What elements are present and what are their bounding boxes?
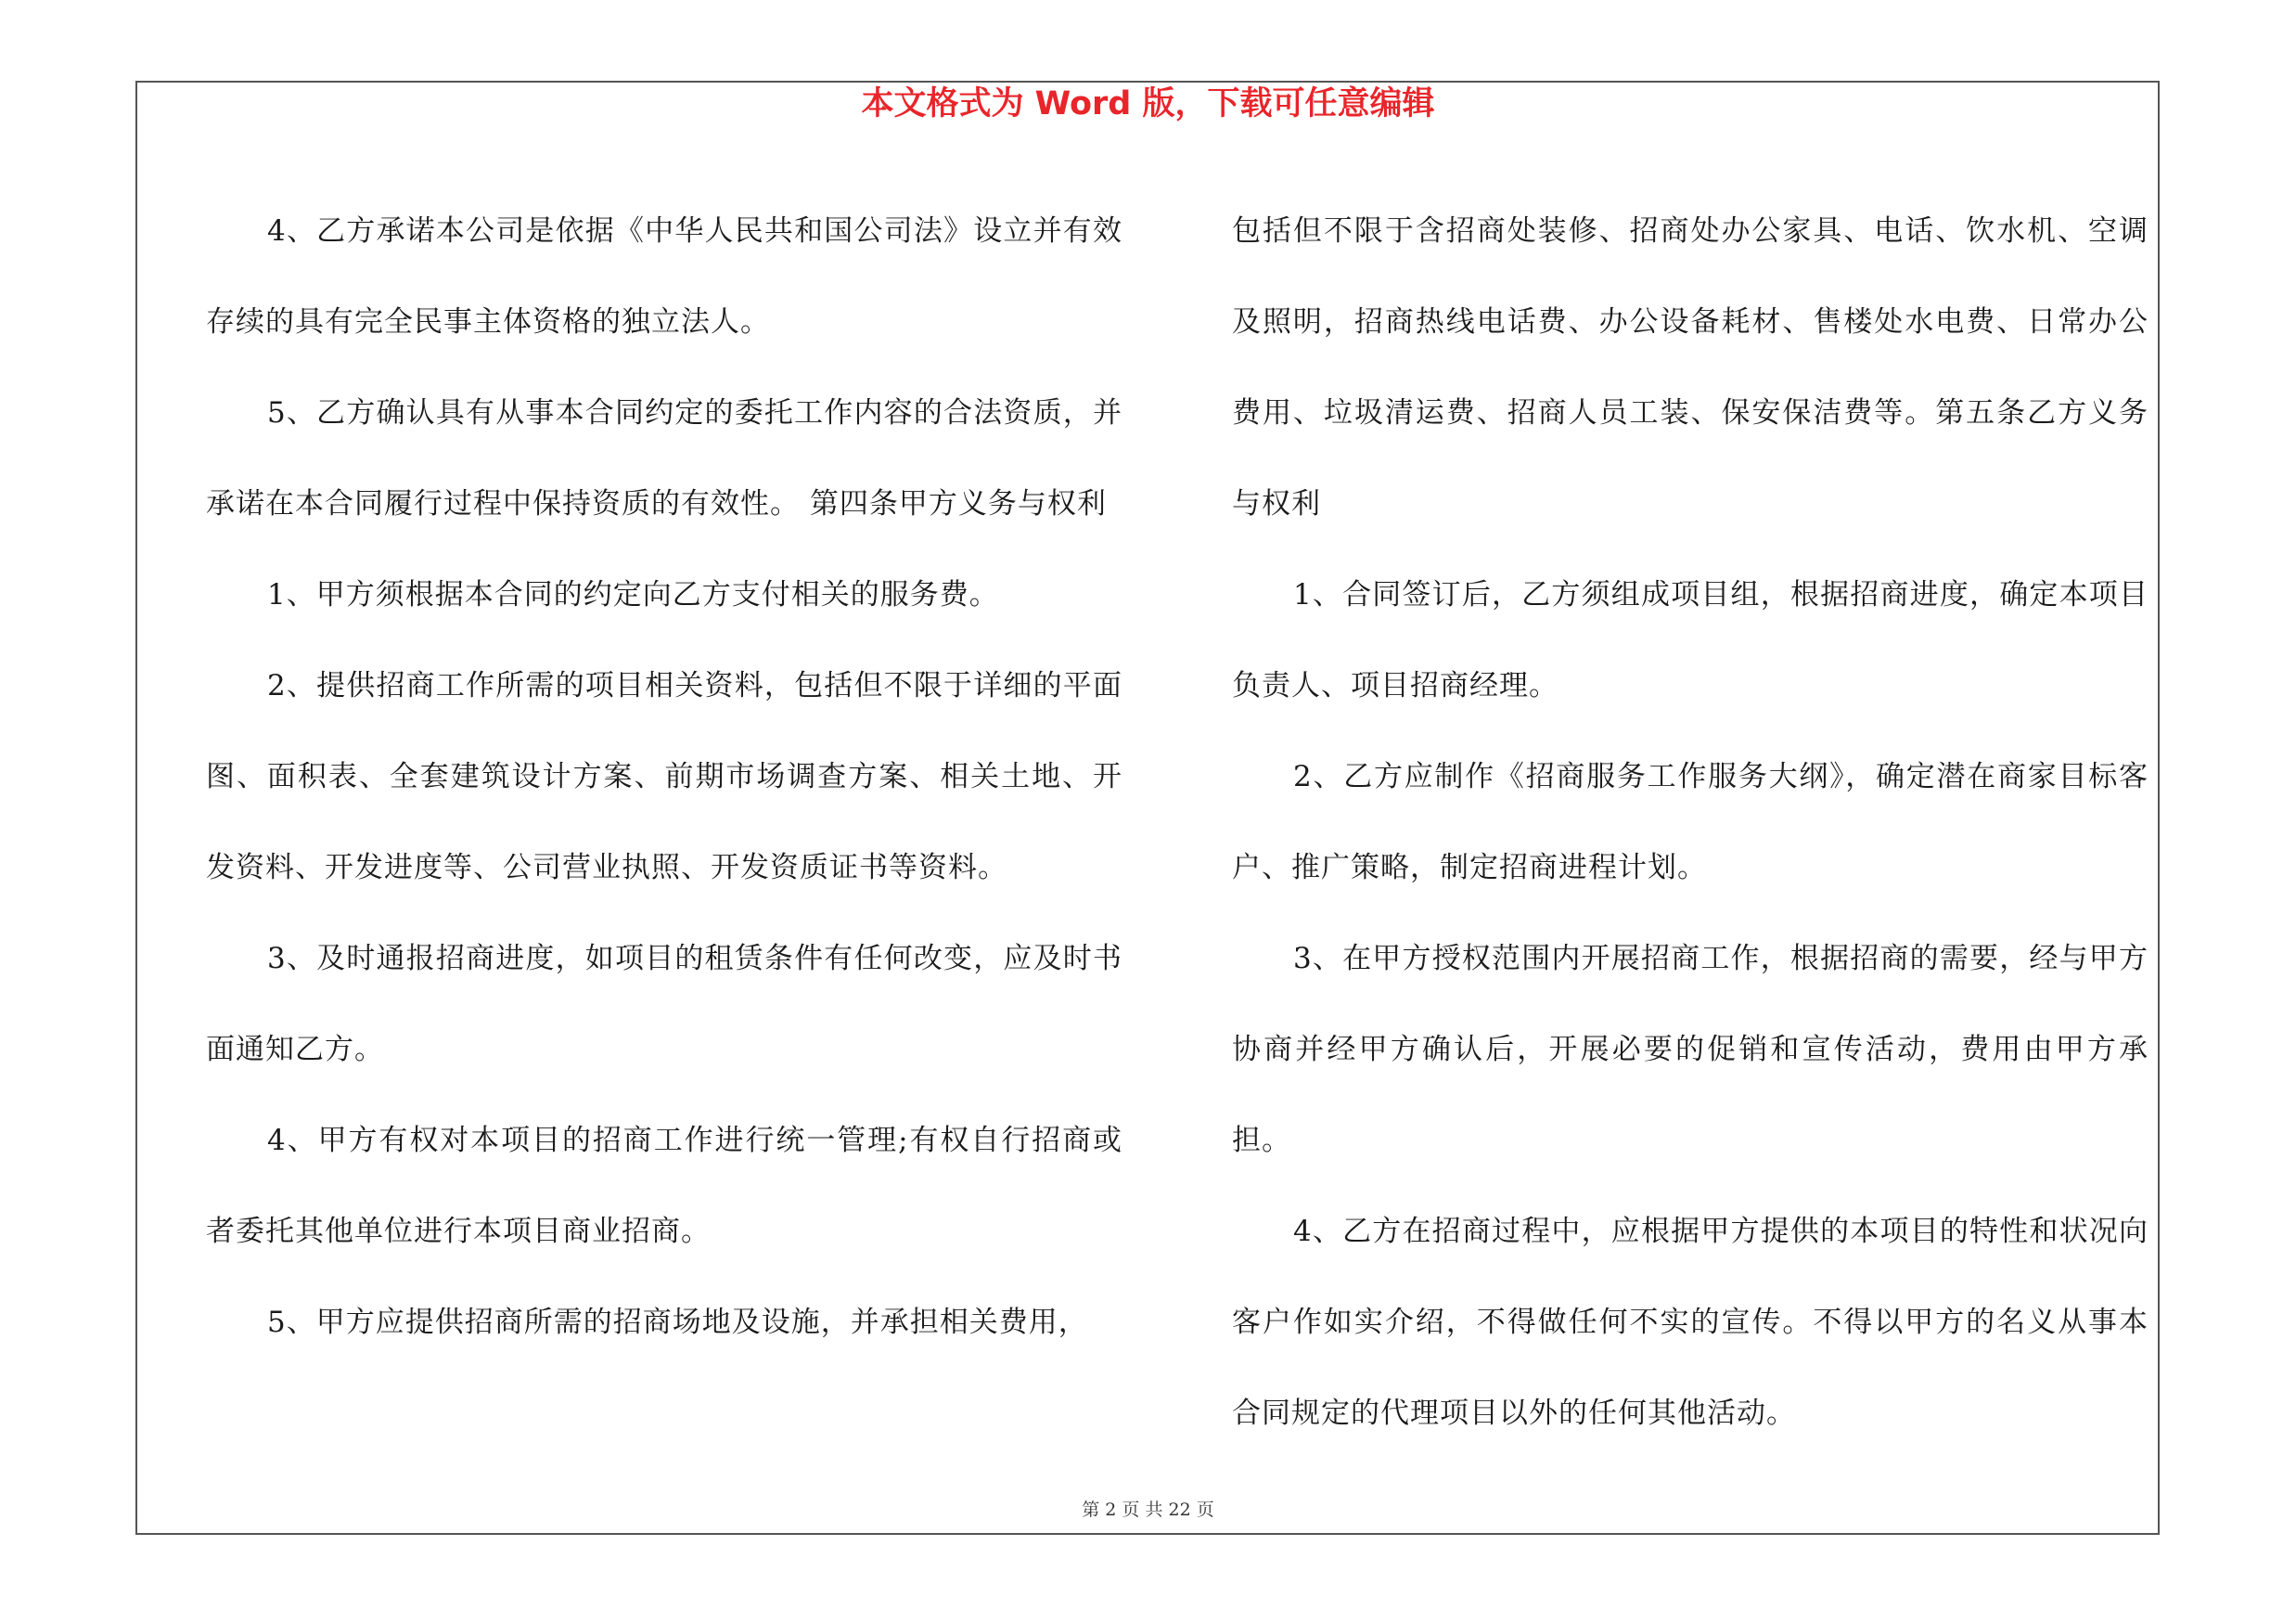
left-column bbox=[206, 186, 1122, 1368]
paragraph: 3、及时通报招商进度，如项目的租赁条件有任何改变，应及时书面通知乙方。 bbox=[206, 942, 1122, 1066]
paragraph-continued: 包括但不限于含招商处装修、招商处办公家具、电话、饮水机、空调及照明，招商热线电话费、办公设备耗材、售楼处水电费、日常办公费用、垃圾清运费、招商人员工装、保安保洁费等。第五条乙方义务与权利 bbox=[1232, 214, 2148, 521]
paragraph: 1、甲方须根据本合同的约定向乙方支付相关的服务费。 bbox=[267, 578, 999, 612]
word-format-banner: 本文格式为 Word 版，下载可任意编辑 bbox=[861, 85, 1435, 122]
paragraph: 4、乙方在招商过程中，应根据甲方提供的本项目的特性和状况向客户作如实介绍，不得做任何不实的宣传。不得以甲方的名义从事本合同规定的代理项目以外的任何其他活动。 bbox=[1232, 1215, 2148, 1430]
right-column bbox=[1232, 186, 2148, 1459]
paragraph: 4、甲方有权对本项目的招商工作进行统一管理;有权自行招商或者委托其他单位进行本项目商业招商。 bbox=[206, 1124, 1122, 1248]
paragraph: 5、乙方确认具有从事本合同约定的委托工作内容的合法资质，并承诺在本合同履行过程中保持资质的有效性。 第四条甲方义务与权利 bbox=[206, 396, 1122, 521]
paragraph: 2、乙方应制作《招商服务工作服务大纲》，确定潜在商家目标客户、推广策略，制定招商进程计划。 bbox=[1232, 760, 2148, 884]
paragraph: 3、在甲方授权范围内开展招商工作，根据招商的需要，经与甲方协商并经甲方确认后，开展必要的促销和宣传活动，费用由甲方承担。 bbox=[1232, 942, 2148, 1157]
paragraph: 4、乙方承诺本公司是依据《中华人民共和国公司法》设立并有效存续的具有完全民事主体资格的独立法人。 bbox=[206, 214, 1122, 339]
paragraph: 5、甲方应提供招商所需的招商场地及设施，并承担相关费用， bbox=[267, 1306, 1088, 1339]
paragraph: 2、提供招商工作所需的项目相关资料，包括但不限于详细的平面图、面积表、全套建筑设计方案、前期市场调查方案、相关土地、开发资料、开发进度等、公司营业执照、开发资质证书等资料。 bbox=[206, 669, 1122, 884]
page-number-footer: 第 2 页 共 22 页 bbox=[1082, 1500, 1214, 1520]
paragraph: 1、合同签订后，乙方须组成项目组，根据招商进度，确定本项目负责人、项目招商经理。 bbox=[1232, 578, 2148, 702]
